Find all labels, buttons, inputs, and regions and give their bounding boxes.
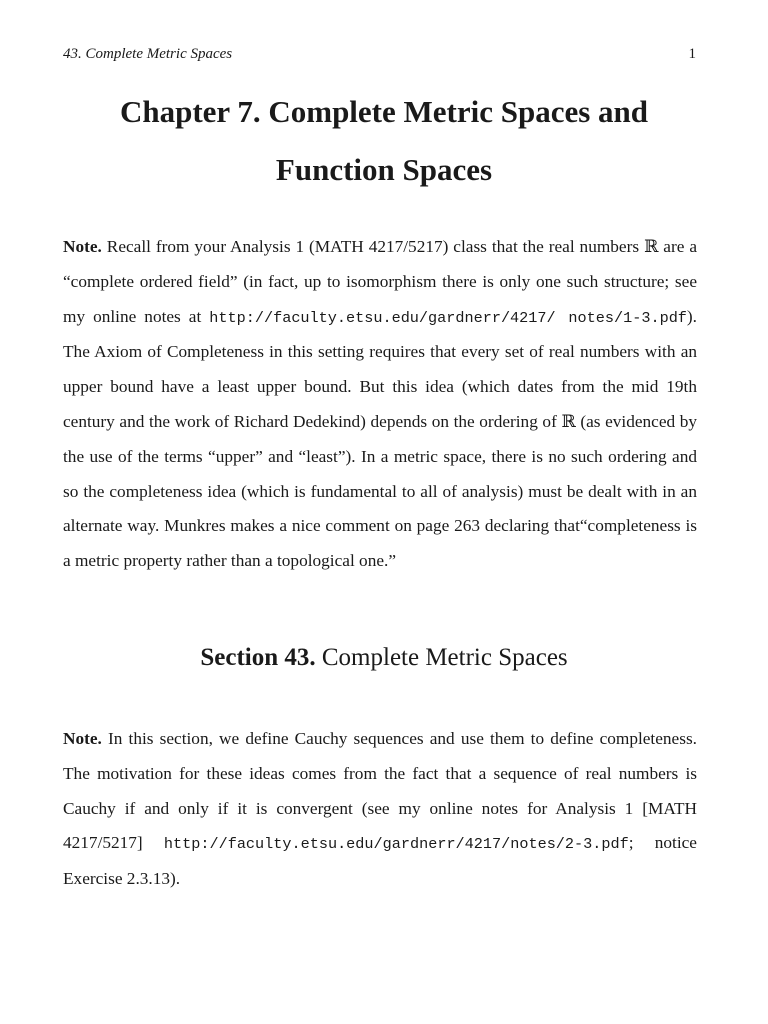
note-label: Note. bbox=[63, 729, 102, 748]
section-number: Section 43. bbox=[200, 644, 316, 671]
chapter-title bbox=[40, 83, 728, 199]
page-number: 1 bbox=[688, 46, 696, 62]
notes-link[interactable]: http://faculty.etsu.edu/gardnerr/4217/ notes/1-3.pdf bbox=[209, 308, 687, 327]
running-head-title: 43. Complete Metric Spaces bbox=[63, 46, 233, 62]
note-text-continued: ; notice Exercise 2.3.13). bbox=[63, 833, 697, 889]
chapter-title-line-1: Chapter 7. Complete Metric Spaces and bbox=[119, 94, 649, 129]
running-head bbox=[63, 46, 696, 66]
note-text: In this section, we define Cauchy sequences and use them to define completeness. The motivation for these ideas comes from the fact that a sequence of real numbers is Cauchy if and only if it is convergent (see my online notes for Analysis 1 [MATH 4217/5217] bbox=[63, 729, 697, 853]
note-text-continued: ). The Axiom of Completeness in this setting requires that every set of real numbers with an upper bound have a least upper bound. But this idea (which dates from the mid 19th century and the work of Richard Dedekind) depends on the ordering of ℝ (as evidenced by the use of the terms “upper” and “least”). In a metric space, there is no such ordering and so the completeness idea (which is fundamental to all of analysis) must be dealt with in an alternate way. Munkres makes a nice comment on page 263 declaring that“completeness is a metric property rather than a topological one.” bbox=[63, 306, 697, 571]
section-name: Complete Metric Spaces bbox=[321, 644, 568, 671]
section-heading bbox=[40, 638, 728, 678]
note-text: Recall from your Analysis 1 (MATH 4217/5217) class that the real numbers ℝ are a “complete ordered field” (in fact, up to isomorphism there is only one such structure; see my online notes at bbox=[63, 237, 697, 326]
note-paragraph-1 bbox=[63, 230, 697, 579]
note-label: Note. bbox=[63, 237, 102, 256]
notes-link[interactable]: http://faculty.etsu.edu/gardnerr/4217/notes/2-3.pdf bbox=[163, 835, 629, 854]
chapter-title-line-2: Function Spaces bbox=[275, 152, 493, 187]
note-paragraph-2 bbox=[63, 722, 697, 897]
